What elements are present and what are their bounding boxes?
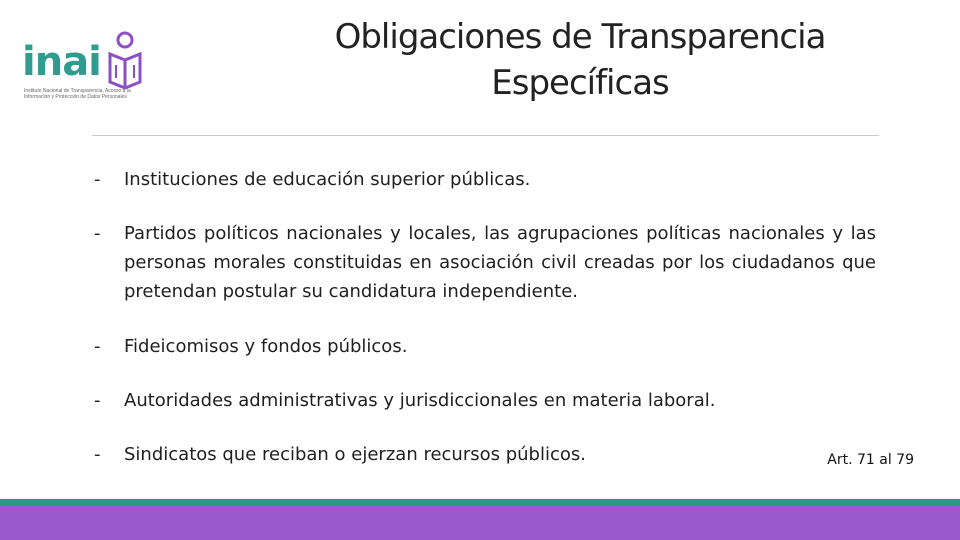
obligations-list (94, 165, 876, 494)
footer-purple-band (0, 505, 960, 540)
logo-subtitle-line: Instituto Nacional de Transparencia, Acceso a la (24, 88, 131, 94)
list-item (94, 165, 876, 194)
person-book-icon (104, 30, 146, 92)
list-item-text: Partidos políticos nacionales y locales, las agrupaciones políticas nacionales y las personas morales constituidas en asociación civil creadas por los ciudadanos que pretendan postular su candidatura independiente. (124, 223, 876, 302)
list-item (94, 440, 876, 469)
bullet-dash: - (94, 444, 101, 465)
slide-title-line: Obligaciones de Transparencia (334, 17, 826, 57)
logo-subtitle (24, 88, 149, 100)
article-reference: Art. 71 al 79 (827, 452, 914, 468)
bullet-dash: - (94, 390, 101, 411)
list-item-text: Autoridades administrativas y jurisdiccionales en materia laboral. (124, 390, 716, 411)
list-item (94, 386, 876, 415)
list-item-text: Fideicomisos y fondos públicos. (124, 336, 408, 357)
bullet-dash: - (94, 336, 101, 357)
slide-title-line: Específicas (491, 63, 669, 103)
list-item (94, 219, 876, 306)
logo-subtitle-line: Información y Protección de Datos Personales (24, 94, 127, 100)
logo-wordmark: inai (22, 39, 101, 85)
list-item-text: Instituciones de educación superior públicas. (124, 169, 531, 190)
list-item (94, 332, 876, 361)
bullet-dash: - (94, 223, 101, 244)
inai-logo (22, 30, 162, 110)
bullet-dash: - (94, 169, 101, 190)
title-divider (92, 135, 879, 136)
slide-title (290, 14, 870, 106)
list-item-text: Sindicatos que reciban o ejerzan recursos públicos. (124, 444, 586, 465)
